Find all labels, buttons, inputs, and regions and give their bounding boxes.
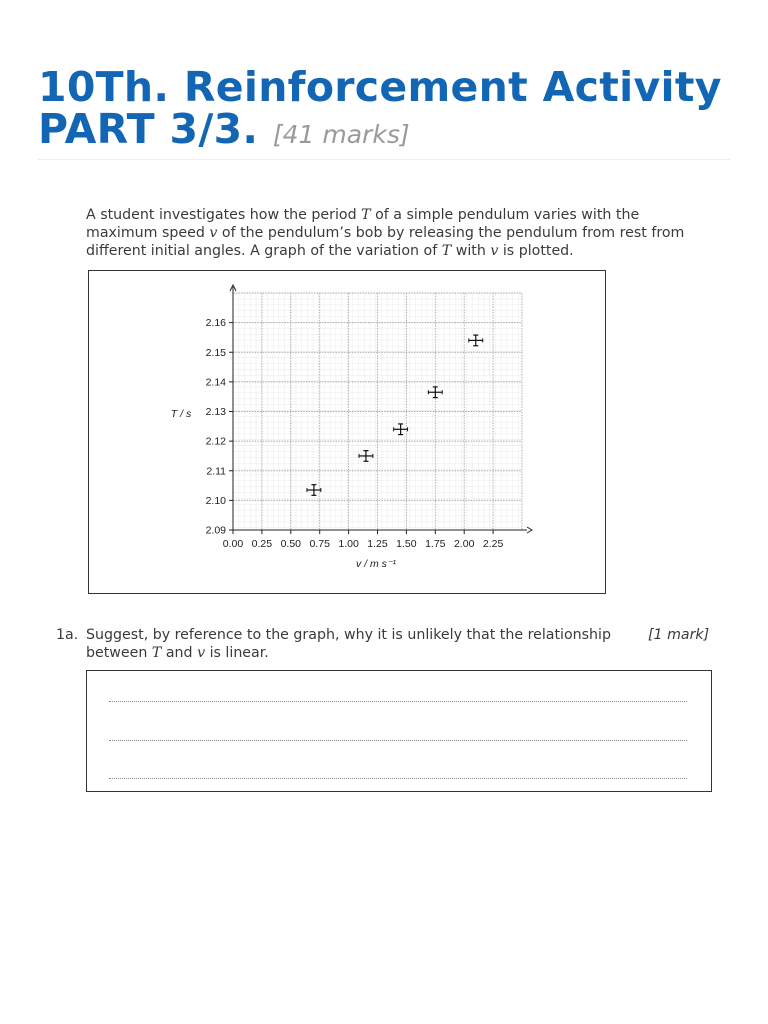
x-axis-label: v / m s⁻¹	[356, 558, 396, 570]
graph-figure	[88, 270, 606, 594]
question-text-1: Suggest, by reference to the graph, why it is unlikely that the relationship between	[86, 627, 611, 661]
var-v-2: v	[490, 243, 499, 259]
y-tick-label: 2.12	[205, 435, 226, 448]
chart-grid	[233, 293, 522, 530]
x-tick-label: 1.50	[396, 538, 417, 550]
intro-text-5: is plotted.	[498, 243, 574, 259]
question-var-v: v	[197, 645, 206, 661]
intro-paragraph	[86, 206, 696, 260]
x-tick-label: 2.25	[482, 538, 504, 550]
title-line-1: 10Th. Reinforcement Activity	[38, 63, 722, 111]
var-t-2: T	[441, 243, 452, 259]
y-axis-label: T / s	[170, 408, 192, 420]
total-marks: [41 marks]	[272, 120, 410, 149]
var-t: T	[361, 207, 371, 223]
header-divider	[38, 159, 730, 160]
y-tick-label: 2.16	[205, 317, 226, 330]
x-axis-arrow	[527, 527, 532, 533]
x-tick-label: 0.25	[251, 538, 273, 550]
answer-line-1[interactable]	[109, 701, 687, 702]
answer-line-2[interactable]	[109, 740, 687, 741]
answer-box[interactable]	[86, 670, 712, 792]
y-tick-label: 2.15	[205, 346, 226, 359]
y-tick-label: 2.11	[206, 465, 226, 478]
y-tick-label: 2.09	[205, 524, 226, 537]
title-line-2: PART 3/3.	[38, 105, 259, 153]
question-text	[86, 626, 646, 662]
var-v: v	[209, 225, 218, 241]
intro-text-2: of a simple pendulum varies with the maximum speed	[86, 207, 640, 241]
x-tick-label: 0.00	[222, 538, 244, 550]
page-title	[38, 63, 722, 156]
question-text-3: is linear.	[205, 645, 269, 661]
question-marks: [1 mark]	[648, 627, 710, 643]
intro-text-3: of the pendulum’s bob by releasing the pendulum from rest from different initial angles. A graph of the variation of	[86, 225, 685, 259]
y-tick-label: 2.13	[205, 406, 226, 418]
x-tick-label: 2.00	[453, 538, 475, 550]
x-tick-label: 0.75	[309, 538, 330, 550]
y-tick-label: 2.10	[205, 494, 226, 507]
answer-line-3[interactable]	[109, 778, 687, 779]
intro-text-1: A student investigates how the period	[86, 207, 362, 223]
question-text-2: and	[161, 645, 198, 661]
x-tick-label: 1.00	[338, 538, 359, 550]
pendulum-graph	[89, 271, 605, 593]
x-tick-label: 1.25	[367, 538, 388, 550]
question-number: 1a.	[56, 627, 79, 643]
x-tick-label: 0.50	[280, 538, 302, 550]
x-tick-label: 1.75	[425, 538, 446, 550]
y-tick-label: 2.14	[205, 376, 226, 389]
question-var-t: T	[151, 645, 162, 661]
intro-text-4: with	[451, 243, 491, 259]
